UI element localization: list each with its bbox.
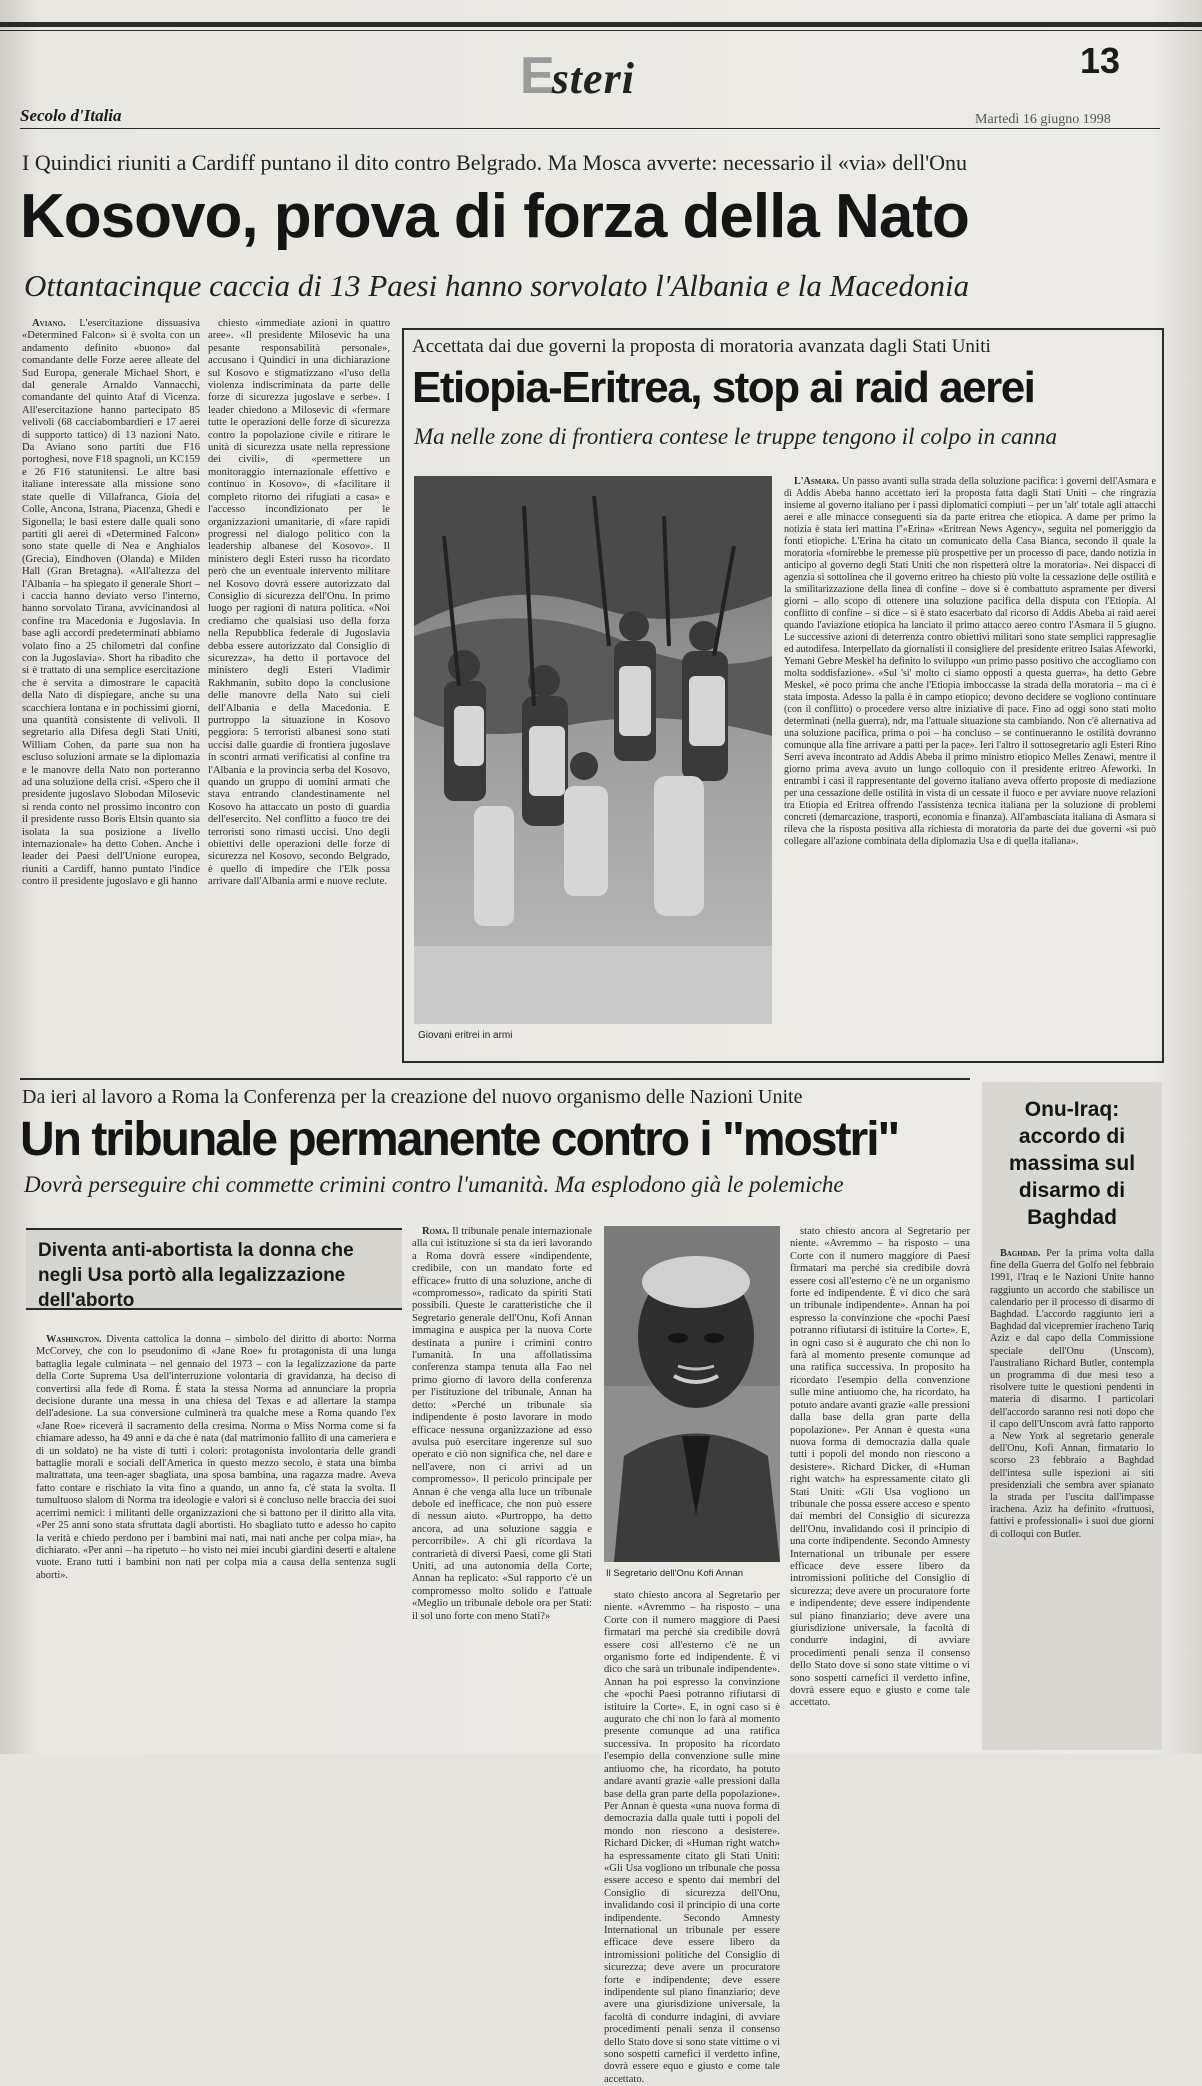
top-rule-thin: [0, 30, 1202, 31]
ethiopia-photo-caption: Giovani eritrei in armi: [418, 1030, 513, 1041]
tribunal-column-3: stato chiesto ancora al Segretario per niente. «Avremmo – ha risposto – una Corte con il numero maggiore di Paesi firmatari ma perché sia credibile dovrà essere così all'esterno c'è ne un organismo forte ed indipendente. È vi dico che sarà un tribunale indipendente». Annan ha poi espresso la convinzione che «pochi Paesi potranno rifiutarsi di istituire la Corte». E, in ogni caso si è augurato che chi non lo farà al momento presente comunque ad una ratifica successiva. In proposito ha ricordato l'esempio della convenzione sulle mine antiuomo che, ha ricordato, ha potuto andare avanti grazie «alle pressioni dalla base della gran parte della popolazione». Per Annan è questa «una nuova forma di democrazia dalla quale tutti i popoli del mondo non riescono a desistere». Richard Dicker, di «Human right watch» ha espressamente citato gli Stati Uniti: «Gli Usa vogliono un tribunale che possa essere acceso e spento dai membri del Consiglio di sicurezza dell'Onu, invalidando così il principio di una corte indipendente. Secondo Amnesty International un tribunale per essere efficace deve essere libero da intromissioni politiche del Consiglio di sicurezza; deve avere un procuratore forte e indipendente; deve essere indipendente sul piano finanziario; deve avere una giurisdizione universale, la facoltà di condurre indagini, di avviare procedimenti penali senza il consenso dello Stato dove si sono state vittime o vi sono sospetti carnefici il verdetto infine, dovrà essere equo e giusto e come tale accettato.: [790, 1226, 970, 1709]
ethiopia-headline: Etiopia-Eritrea, stop ai raid aerei: [412, 363, 1035, 412]
iraq-column: Baghdad. Per la prima volta dalla fine della Guerra del Golfo nel febbraio 1991, l'Iraq e le Nazioni Unite hanno raggiunto un accordo che stabilisce un calendario per il processo di disarmo di Baghdad. L'accordo raggiunto ieri a Baghdad dal vicepremier iracheno Tariq Aziz e dal capo della Commissione speciale dell'Onu (Unscom), l'australiano Richard Butler, contempla un programma di due mesi teso a risolvere tutte le questioni pendenti in materia di disarmo. I particolari dell'accordo saranno resi noti dopo che il capo dell'Unscom avrà fatto rapporto a New York al segretario generale dell'Onu, Kofi Annan, firmatario lo scorso 23 febbraio a Baghdad dell'intesa sulle ispezioni ai siti presidenziali che sembra aver spianato la strada per l'uscita dall'impasse irachena. Aziz ha definito «fruttuosi, fattivi e professionali» i suoi due giorni di colloqui con Butler.: [990, 1248, 1154, 1540]
tribunal-kicker: Da ieri al lavoro a Roma la Conferenza per la creazione del nuovo organismo delle Nazioni Unite: [22, 1086, 803, 1108]
section-divider: [20, 1078, 970, 1080]
kosovo-headline: Kosovo, prova di forza della Nato: [20, 182, 969, 251]
tribunal-subhead: Dovrà perseguire chi commette crimini contro l'umanità. Ma esplodono già le polemiche: [24, 1172, 844, 1197]
kosovo-kicker: I Quindici riuniti a Cardiff puntano il dito contro Belgrado. Ma Mosca avverte: necessario il «via» dell'Onu: [22, 150, 968, 175]
ethiopia-column: L'Asmara. Un passo avanti sulla strada della soluzione pacifica: i governi dell'Asmara e di Addis Abeba hanno accettato ieri la proposta fatta dagli Stati Uniti – che ringrazia insieme al governo italiano per i passi diplomatici compiuti – per un 'alt' totale agli attacchi aerei e alle minacce conseguenti sia da parte eritrea che etiopica. A dame per primo la notizia è stata ieri mattina l''«Erina» «Eritrean News Agency», seguita nel pomeriggio da fonti etiopiche. L'Erina ha citato un comunicato della Casa Bianca, secondo il quale la moratoria «fornirebbe le premesse più prospettive per un processo di pace, dando notizia in anticipo al governo degli Stati Uniti che non rispetterà oltre la moratoria». Nei dispacci di agenzia si sottolinea che il governo eritreo ha chiesto più volte la cessazione delle ostilità e la smilitarizzazione della linea di confine – dove si è combattuto aspramente per diversi giorni – allo scopo di ottenere una soluzione pacifica della disputa con l'Etiopia. Al conflitto di confine – si dice – si è stato esacerbato dal ricorso di Addis Abeba ai raid aerei quando l'aviazione etiopica ha lanciato il primo attacco aereo contro l'Asmara il 5 giugno. Le successive azioni di deterrenza contro obiettivi militari sono state semplici rappresaglie ed autodifesa. Interpellato da giornalisti il consigliere del presidente eritreo Isaias Afeworki, Yemani Gebre Meskel ha definito lo sviluppo «un primo passo positivo che accogliamo con molta soddisfazione». «Sul 'sì' molto ci siamo opposti a questa guerra», ha detto Gebre Meskel, «è poco prima che anche l'Etiopia imboccasse la strada della moratoria – ma ci è stata imposta. Adesso la palla è in campo etiopico; devono decidere se vogliono continuare (con il conflitto) o procedere verso altre iniziative di pace. Fino ad oggi sono stati molto determinati (nella guerra), ndr, ma l'attuale situazione sta cambiando. Non c'è alternativa ad una soluzione pacifica, prima o poi – ha concluso – se continueranno le ostilità dovranno comunque alla fine arrivare a patti per la pace». Ieri l'altro il sottosegretario agli Esteri Rino Serri aveva incontrato ad Addis Abeba il primo ministro etiopico Melles Zenawi, mentre il giorno prima aveva avuto un lungo colloquio con il presidente eritreo Afeworki. In entrambi i casi il rappresentante del governo italiano aveva offerto proposte di mediazione per una cessazione delle ostilità in vista di un cessate il fuoco e per avviare nuove relazioni tra Etiopia ed Eritrea offrendo l'assistenza tecnica italiana per la soluzione di problemi concreti (demarcazione, trasporti, economia e finanza). All'ambasciata italiana di Asmara si rileva che la risposta positiva alla richiesta di moratoria da parte dei due governi «si può collegare all'azione combinata della diplomazia Usa e di quella italiana».: [784, 476, 1156, 847]
iraq-headline: Onu-Iraq: accordo di massima sul disarmo di Baghdad: [1008, 1098, 1136, 1229]
tribunal-headline: Un tribunale permanente contro i "mostri": [20, 1113, 899, 1166]
ethiopia-subhead: Ma nelle zone di frontiera contese le truppe tengono il colpo in canna: [414, 424, 1058, 449]
ethiopia-kicker: Accettata dai due governi la proposta di moratoria avanzata dagli Stati Uniti: [412, 336, 991, 357]
kosovo-subhead: Ottantacinque caccia di 13 Paesi hanno sorvolato l'Albania e la Macedonia: [24, 268, 970, 303]
page-number: 13: [1080, 40, 1121, 81]
tribunal-column-1: Roma. Il tribunale penale internazionale alla cui istituzione si sta da ieri lavorando a Roma dovrà essere «indipendente, credibile, con un mandato forte ed efficace» frutto di una soluzione, anche di «compromesso», radicato da spiriti Stati possibili. Queste le caratteristiche che il Segretario generale dell'Onu, Kofi Annan immagina e auspica per la nuova Corte destinata a punire i crimini contro l'umanità. In una affollatissima conferenza stampa tenuta alla Fao nel primo giorno di lavoro della conferenza per l'istituzione del tribunale, Annan ha detto: «Perché un tribunale sia indipendente è posto lavorare in modo efficace nessuna organizzazione ad esso avulsa può esercitare ingerenze sul suo operato e ciò non significa che, nel dare e nell'avere, non ci arrivi ad un compromesso». Il pericolo principale per Annan è che venga alla luce un tribunale debole ed inefficace, che non può essere di nessun aiuto. «Purtroppo, ha detto ancora, ad una soluzione saggia e percorribile». A chi gli ricordava la contrarietà di diversi Paesi, come gli Stati Uniti, ad una autonomia della Corte, Annan ha replicato: «Sul rapporto c'è un compromesso molto solido e l'attuale «Meglio un tribunale debole ora per Stati: il sol uno forte con meno Stati?»: [412, 1226, 592, 1622]
eritrean-soldiers-image: [414, 476, 772, 1024]
section-title: Esteri: [520, 47, 635, 105]
kofi-annan-photo: [604, 1226, 780, 1562]
kosovo-column-2: chiesto «immediate azioni in quattro aree». «Il presidente Milosevic ha una pesante responsabilità personale», accusano i Quindici in una dichiarazione sul Kosovo e stigmatizzano «l'uso della violenza indiscriminata da parte delle forze di sicurezza jugoslave e serbe». I leader chiedono a Milosevic di «fermare tutte le operazioni delle forze di sicurezza contro la popolazione civile e ritirare le unità di sicurezza usate nella repressione dei civili», di «permettere un monitoraggio internazionale effettivo e continuo in Kosovo», di «facilitare il completo ritorno dei rifugiati a casa» e l'accesso incondizionato per le organizzazioni umanitarie, di «fare rapidi progressi nel dialogo politico con la leadership albanese del Kosovo». Il ministero degli Esteri russo ha ricordato però che un eventuale intervento militare nel Kosovo dovrà essere autorizzato dal Consiglio di sicurezza dell'Onu. In primo luogo per ragioni di natura politica. «Noi crediamo che qualsiasi uso della forza nella Repubblica federale di Jugoslavia debba essere autorizzato dal Consiglio di sicurezza», ha detto il portavoce del ministero degli Esteri Vladimir Rakhmanin, subito dopo la conclusione delle manovre della Nato sui cieli dell'Albania e della Macedonia. E purtroppo la situazione in Kosovo peggiora: 5 terroristi albanesi sono stati uccisi dalle guardie di frontiera jugoslave in scontri armati verificatisi al confine tra l'Albania e la provincia serba del Kosovo, quando un gruppo di uomini armati che stava entrando clandestinamente nel Kosovo ha attaccato un posto di guardia dell'esercito. Nel conflitto a fuoco tre dei terroristi sono rimasti uccisi. Uno degli obiettivi delle operazioni delle forze di sicurezza nel Kosovo, secondo Belgrado, è quello di impedire che l'Elk possa arrivare dall'Albania armi e nuove reclute.: [208, 318, 390, 888]
abortion-column: Washington. Diventa cattolica la donna – simbolo del diritto di aborto: Norma McCorvey, che con lo pseudonimo di «Jane Roe» fu protagonista di una lunga battaglia legale culminata – nel gennaio del 1973 – con la legalizzazione da parte della Corte Suprema Usa dell'interruzione volontaria di gravidanza, ha deciso di convertirsi alla fede di Roma. È stata la stessa Norma ad annunciare la propria decisione durante una messa in una chiesa del Texas e ad allertare la stampa dell'adesione. La sua conversione culminerà tra qualche mese a Roma quando l'ex «Jane Roe» riceverà il sacramento della cresima. Norma o Miss Norma come si fa chiamare adesso, ha 49 anni e da che è nata (dal matrimonio fallito di una cameriera e di un soldato) ne ha viste di tutti i colori: protagonista involontaria delle grandi battaglie morali e sociali dell'America in questo mezzo secolo, è stata una bimba maltrattata, una teen-ager sbagliata, una sposa bambina, una ragazza madre. Aveva fatto contare e rischiato la vita fino a quando, un anno fa, c'è stata la svolta. Il tumultuoso slalom di Norma tra ideologie e valori si è concluso nelle braccia dei suoi acerrimi nemici: i militanti delle organizzazioni che si battono per il diritto alla vita. «Per 25 anni sono stata sfruttata dagli abortisti. Ho sbagliato tutto e adesso ho capito la verità e chiedo perdono per i bambini mai nati, mai nati anche per colpa mia», ha dichiarato. «Per anni – ha ripetuto – ho visto nei miei incubi giardini deserti e altalene vuote. Erano tutti i bambini non nati per colpa mia a causa della sentenza sugli aborti».: [36, 1334, 396, 1581]
header-rule: [20, 128, 1160, 129]
top-rule: [0, 22, 1202, 27]
eritrean-soldiers-photo: [414, 476, 772, 1024]
abortion-headline: Diventa anti-abortista la donna che negli Usa portò alla legalizzazione dell'aborto: [38, 1240, 354, 1311]
masthead: Secolo d'Italia: [20, 106, 122, 125]
kosovo-column-1: Aviano. L'esercitazione dissuasiva «Determined Falcon» si è svolta con un andamento definito «buono» dal comandante delle Forze aeree alleate del Sud Europa, generale Michael Short, e dal generale Arnaldo Vannacchi, comandante del quinto Ataf di Vicenza. All'esercitazione hanno partecipato 85 velivoli (68 cacciabombardieri e 17 aerei di supporto tattico) di 13 nazioni Nato. Da Aviano sono partiti due F16 portoghesi, nove F18 spagnoli, un KC159 e 26 F16 statunitensi. Le altre basi italiane interessate alla missione sono state quelle di Villafranca, Gioia del Colle, Ancona, Istrana, Piacenza, Ghedi e Sigonella; le basi estere dalle quali sono partiti gli aerei di «Determined Falcon» sono state quelle di Nea e Anghialos (Grecia), Eindhoven (Olanda) e Milden Hall (Gran Bretagna). «All'altezza del l'Albania – ha spiegato il generale Short – i caccia hanno deviato verso l'interno, hanno sorvolato Tirana, avvicinandosi al confine tra Macedonia e Jugoslavia. In base agli accordi predeterminati abbiamo volato fino a 25 chilometri dal confine con la Jugoslavia». Short ha ribadito che si è trattato di una semplice esercitazione che è servita a dimostrare le capacità della Nato di dispiegare, anche su una scacchiera lontana e in pochissimi giorni, una quantità consistente di velivoli. Il segretario alla Difesa degli Stati Uniti, William Cohen, da parte sua non ha escluso soluzioni armate se la diplomazia e le manovre della Nato non porteranno ad una soluzione della crisi. «Spero che il presidente jugoslavo Slobodan Milosevic si renda conto nel prossimo incontro con il presidente russo Boris Eltsin quanto sia isolata la sua posizione a livello internazionale» ha detto Cohen. Anche i leader dei Paesi dell'Unione europea, riuniti a Cardiff, hanno puntato l'indice contro il presidente jugoslavo e gli hanno: [22, 318, 200, 888]
kofi-annan-portrait: [604, 1226, 780, 1562]
tribunal-column-2-lower: stato chiesto ancora al Segretario per niente. «Avremmo – ha risposto – una Corte con il numero maggiore di Paesi firmatari ma perché sia credibile dovrà essere così all'esterno c'è ne un organismo forte ed indipendente. È vi dico che sarà un tribunale indipendente». Annan ha poi espresso la convinzione che «pochi Paesi potranno rifiutarsi di istituire la Corte». E, in ogni caso si è augurato che chi non lo farà al momento presente comunque ad una ratifica successiva. In proposito ha ricordato l'esempio della convenzione sulle mine antiuomo che, ha ricordato, ha potuto andare avanti grazie «alle pressioni dalla base della gran parte della popolazione». Per Annan è questa «una nuova forma di democrazia dalla quale tutti i popoli del mondo non riescono a desistere». Richard Dicker, di «Human right watch» ha espressamente citato gli Stati Uniti: «Gli Usa vogliono un tribunale che possa essere acceso e spento dai membri del Consiglio di sicurezza dell'Onu, invalidando così il principio di una corte indipendente. Secondo Amnesty International un tribunale per essere efficace deve essere libero da intromissioni politiche del Consiglio di sicurezza; deve avere un procuratore forte e indipendente; deve essere indipendente sul piano finanziario; deve avere una giurisdizione universale, la facoltà di condurre indagini, di avviare procedimenti penali senza il consenso dello Stato dove si sono state vittime o vi sono sospetti carnefici il verdetto infine, dovrà essere equo e giusto e come tale accettato.: [604, 1590, 780, 2085]
annan-photo-caption: Il Segretario dell'Onu Kofi Annan: [606, 1568, 744, 1579]
issue-date: Martedì 16 giugno 1998: [975, 112, 1111, 127]
